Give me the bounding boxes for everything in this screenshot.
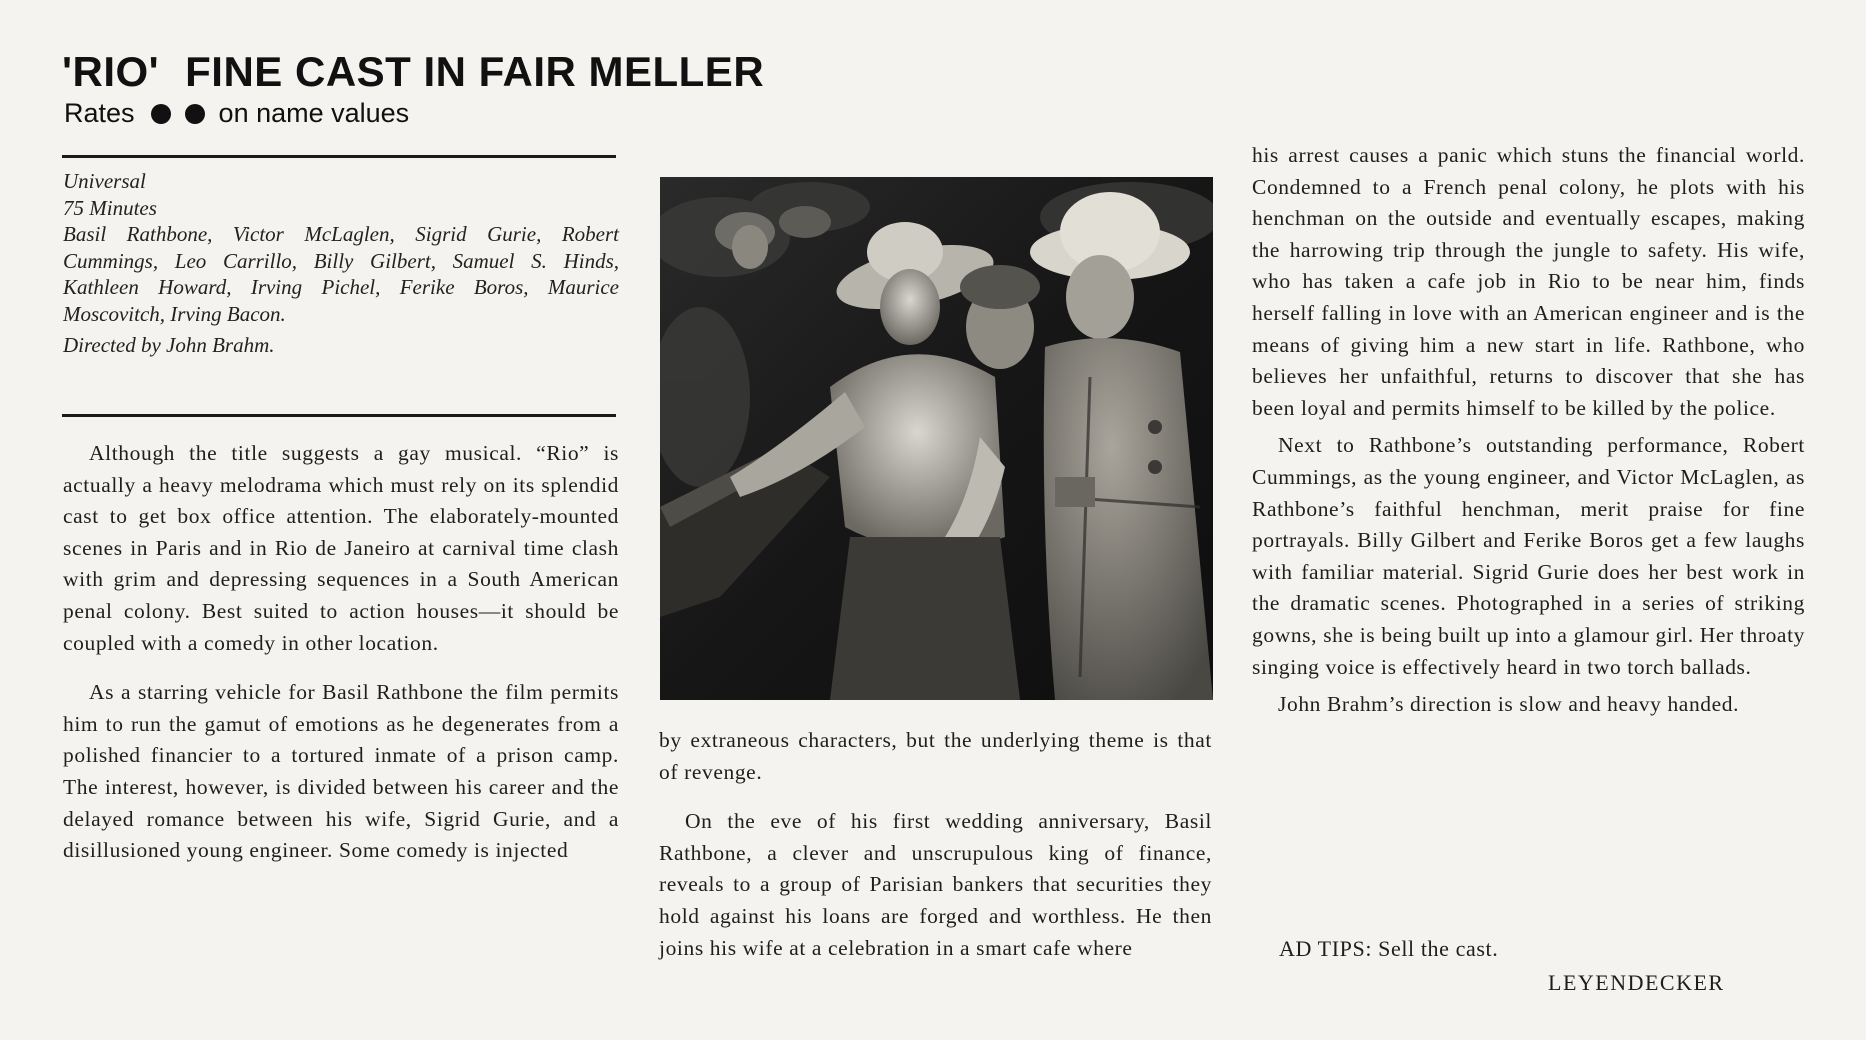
body-paragraph: his arrest causes a panic which stuns the financial world. Condemned to a French penal colony, he plots with his henchman on the outside and eventually escapes, making the harrowing trip through the jungle to safety. His wife, who has taken a cafe job in Rio to be near him, finds herself falling in love with an American engineer and is the means of giving him a new start in life. Rathbone, who believes her unfaithful, returns to discover that she has been loyal and permits himself to be killed by the police. xyxy=(1252,143,1805,420)
credits-director: Directed by John Brahm. xyxy=(63,333,275,357)
body-column-1 xyxy=(63,438,619,867)
rating-line xyxy=(64,98,409,129)
review-headline xyxy=(62,48,764,96)
body-column-2 xyxy=(659,725,1212,964)
film-still-illustration xyxy=(660,177,1213,700)
rating-dot-icon xyxy=(185,104,205,124)
body-paragraph: John Brahm’s direction is slow and heavy handed. xyxy=(1278,692,1740,717)
body-paragraph: On the eve of his first wedding anniversary, Basil Rathbone, a clever and unscrupulous king of finance, reveals to a group of Parisian bankers that securities they hold against his loans are forged and worthless. He then joins his wife at a celebration in a smart cafe where xyxy=(659,809,1212,960)
headline-title: 'RIO' xyxy=(62,48,160,95)
credits-block xyxy=(63,168,619,359)
body-paragraph: Next to Rathbone’s outstanding performance, Robert Cummings, as the young engineer, and Victor McLaglen, as Rathbone’s faithful henchman, merit praise for fine portrayals. Billy Gilbert and Ferike Boros get a few laughs with familiar material. Sigrid Gurie does her best work in the dramatic scenes. Photographed in a series of striking gowns, she is being built up into a glamour girl. Her throaty singing voice is effectively heard in two torch ballads. xyxy=(1252,433,1805,679)
rating-dot-icon xyxy=(151,104,171,124)
credits-runtime: 75 Minutes xyxy=(63,195,157,220)
rating-suffix: on name values xyxy=(218,98,410,128)
divider-bottom xyxy=(62,414,616,417)
film-still-photo xyxy=(660,177,1213,700)
ad-tips: AD TIPS: Sell the cast. xyxy=(1279,936,1499,961)
body-paragraph: As a starring vehicle for Basil Rathbone the film permits him to run the gamut of emotions as he degenerates from a polished financier to a tortured inmate of a prison camp. The interest, however, is divided between his career and the delayed romance between his wife, Sigrid Gurie, and a disillusioned young engineer. Some comedy is injected xyxy=(63,680,619,863)
credits-studio: Universal xyxy=(63,169,146,193)
reviewer-signature: LEYENDECKER xyxy=(1548,970,1725,995)
body-paragraph: Although the title suggests a gay musical. “Rio” is actually a heavy melodrama which must rely on its splendid cast to get box office attention. The elaborately-mounted scenes in Paris and in Rio de Janeiro at carnival time clash with grim and depressing sequences in a South American penal colony. Best suited to action houses—it should be coupled with a comedy in other location. xyxy=(63,441,619,655)
credits-cast: Basil Rathbone, Victor McLaglen, Sigrid Gurie, Robert Cummings, Leo Carrillo, Billy Gilbert, Samuel S. Hinds, Kathleen Howard, Irving Pichel, Ferike Boros, Maurice Moscovitch, Irving Bacon. xyxy=(63,222,619,326)
divider-top xyxy=(62,155,616,158)
rating-label: Rates xyxy=(64,98,135,128)
body-paragraph: by extraneous characters, but the underlying theme is that of revenge. xyxy=(659,728,1212,784)
headline-text: FINE CAST IN FAIR MELLER xyxy=(185,48,765,95)
body-column-3 xyxy=(1252,140,1805,721)
